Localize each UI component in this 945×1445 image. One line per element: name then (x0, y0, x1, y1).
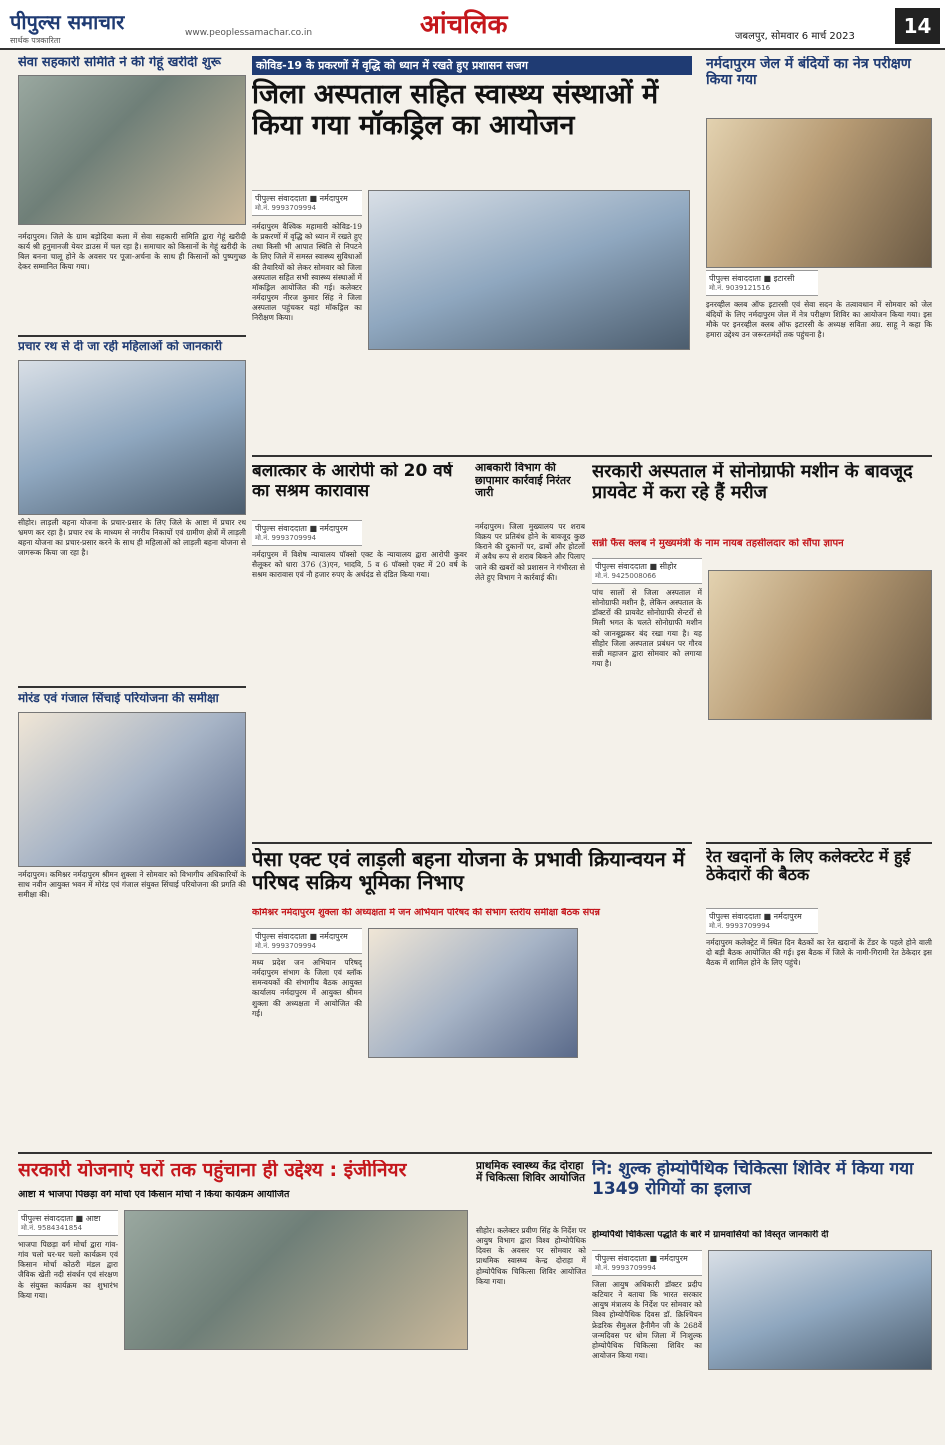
byline-correspondent: पीपुल्स संवाददाता (595, 1254, 647, 1263)
byline-city: इटारसी (773, 274, 795, 283)
photo-irrigation (18, 712, 246, 867)
byline-correspondent: पीपुल्स संवाददाता (709, 912, 761, 921)
page-number: 14 (895, 8, 940, 44)
byline-mockdrill: पीपुल्स संवाददाता ■ नर्मदापुरम मो.नं. 9993709994 (252, 190, 362, 216)
headline: सेवा सहकारी समिति ने की गेहूं खरीदी शुरू (18, 56, 221, 70)
byline-bjp: पीपुल्स संवाददाता ■ आष्टा मो.नं. 9584341854 (18, 1210, 118, 1236)
photo-campaign (18, 360, 246, 515)
byline-correspondent: पीपुल्स संवाददाता (595, 562, 647, 571)
headline-sonography: सरकारी अस्पताल में सोनोग्राफी मशीन के बावजूद प्रायवेट में करा रहे हैं मरीज (592, 462, 913, 503)
byline-correspondent: पीपुल्स संवाददाता (709, 274, 761, 283)
body-irrigation: नर्मदापुरम। कमिश्नर नर्मदापुरम श्रीमन शुक्ला ने सोमवार को विभागीय अधिकारियों के साथ नवीन आयुक्त भवन में मोरंड एवं गंजाल संयुक्त सिंचाई परियोजना की प्रगति की समीक्षा की। (18, 870, 246, 900)
logo-tagline: सार्थक पत्रकारिता (10, 36, 61, 45)
photo-sonography (708, 570, 932, 720)
photo-homeopathy (708, 1250, 932, 1370)
divider (18, 686, 246, 688)
body-bjp: भाजपा पिछड़ा वर्ग मोर्चा द्वारा गांव-गांव चलो घर-घर चलो कार्यक्रम एवं किसान मोर्चा कोठरी मंडल द्वारा जैविक खेती नदी संवर्धन एवं संरक्षण के संयुक्त कार्यक्रम का शुभारंभ किया गया। (18, 1240, 118, 1300)
headline-pesa: पेसा एक्ट एवं लाड़ली बहना योजना के प्रभावी क्रियान्वयन में परिषद सक्रिय भूमिका निभाए (252, 848, 685, 894)
photo-pesa (368, 928, 578, 1058)
byline-city: नर्मदापुरम (319, 194, 348, 203)
headline: जिला अस्पताल सहित स्वास्थ्य संस्थाओं में किया गया मॉकड्रिल का आयोजन (252, 79, 659, 142)
headline-rape-case: बलात्कार के आरोपी को 20 वर्ष का सश्रम कारावास (252, 462, 453, 501)
photo-jail (706, 118, 932, 268)
divider (18, 1152, 932, 1154)
subhead-bjp: आष्टा में भाजपा पिछड़ा वर्ग मोर्चा एवं किसान मोर्चा ने किया कार्यक्रम आयोजित (18, 1190, 290, 1200)
byline-jail: पीपुल्स संवाददाता ■ इटारसी मो.नं. 9039121516 (706, 270, 818, 296)
divider (252, 842, 692, 844)
logo-text: पीपुल्स समाचार (10, 10, 125, 34)
body-homeopathy: जिला आयुष अधिकारी डॉक्टर प्रदीप कटियार ने बताया कि भारत सरकार आयुष मंत्रालय के निर्देश पर सोमवार को विश्व होम्योपैथिक दिवस डॉ. क्रिश्चियन फ्रेडरिक सैमुअल हैनीमैन जी के 268वें जन्मदिवस पर धोम जिला में निःशुल्क होम्योपैथिक चिकित्सा शिविर का आयोजन किया गया। (592, 1280, 702, 1360)
photo-bjp (124, 1210, 468, 1350)
byline-city: नर्मदापुरम (773, 912, 802, 921)
story-procurement (18, 56, 246, 226)
body-campaign: सीहोर। लाड़ली बहना योजना के प्रचार-प्रसार के लिए जिले के आष्टा में प्रचार रथ भ्रमण कर रहा है। प्रचार रथ के माध्यम से नगरीय निकायों एवं ग्रामीण क्षेत्रों में लाड़ली बहना योजना का प्रचार-प्रसार करने के साथ ही महिलाओं को लाड़ली बहना योजना से जागरूक किया जा रहा है। (18, 518, 246, 558)
byline-city: सीहोर (659, 562, 677, 571)
website-link[interactable]: www.peoplessamachar.co.in (185, 28, 313, 38)
headline-phc: प्राथमिक स्वास्थ्य केंद्र दोराहा में चिकित्सा शिविर आयोजित (476, 1160, 585, 1185)
byline-phone: मो.नं. 9425008066 (595, 572, 657, 580)
body-mockdrill: नर्मदापुरम वैश्विक महामारी कोविड-19 के प्रकरणों में वृद्धि को ध्यान में रखते हुए तथा किसी भी आपात स्थिति से निपटने के लिए जिले में समस्त स्वास्थ्य सुविधाओं की तैयारियों को लेकर सोमवार को जिला अस्पताल सहित सभी स्वास्थ्य संस्थाओं में मॉकड्रिल आयोजित की गई। कलेक्टर नर्मदापुरम नीरज कुमार सिंह ने जिला अस्पताल पहुंचकर यहां मॉकड्रिल का निरीक्षण किया। (252, 222, 362, 323)
byline-phone: मो.नं. 9993709994 (255, 204, 317, 212)
byline-phone: मो.नं. 9993709994 (255, 534, 317, 542)
headline-sand: रेत खदानों के लिए कलेक्टरेट में हुई ठेकेदारों की बैठक (706, 848, 911, 885)
body-excise: नर्मदापुरम। जिला मुख्यालय पर शराब विक्रय पर प्रतिबंध होने के बावजूद कुछ किराने की दुकानों पर, ढाबों और होटलों में अवैध रूप से शराब बिकने और पिलाए जाने की खबरों को प्रशासन ने गंभीरता से लेते हुए विभाग ने कार्रवाई की। (475, 522, 585, 582)
byline-correspondent: पीपुल्स संवाददाता (255, 194, 307, 203)
byline-correspondent: पीपुल्स संवाददाता (21, 1214, 73, 1223)
masthead (0, 0, 945, 50)
byline-phone: मो.नं. 9993709994 (709, 922, 771, 930)
body-sand: नर्मदापुरम कलेक्ट्रेट में स्थित दिन बैठकों का रेत खदानों के टेंडर के पहले होने वाली दो बड़ी बैठक आयोजित की गई। इस बैठक में जिले के नामी-गिरामी रेत ठेकेदार इस बैठक में शामिल होने के लिए पहुंचे। (706, 938, 932, 968)
divider (706, 842, 932, 844)
headline-excise: आबकारी विभाग की छापामार कार्रवाई निरंतर जारी (475, 462, 571, 500)
byline-sand: पीपुल्स संवाददाता ■ नर्मदापुरम मो.नं. 9993709994 (706, 908, 818, 934)
body-jail: इनरव्हील क्लब ऑफ इटारसी एवं सेवा सदन के तत्वावधान में सोमवार को जेल बंदियों के लिए नर्मदापुरम जेल में नेत्र परीक्षण शिविर का आयोजन किया गया। इस मौके पर इनरव्हील क्लब ऑफ इटारसी के अध्यक्ष सविता अग्र. साहू ने कहा कि हमारा उद्देश्य उन जरूरतमंदों तक पहुंचना है। (706, 300, 932, 340)
byline-phone: मो.नं. 9584341854 (21, 1224, 83, 1232)
body-phc: सीहोर। कलेक्टर प्रवीण सिंह के निर्देश पर आयुष विभाग द्वारा विश्व होम्योपैथिक दिवस के अवसर पर सोमवार को प्राथमिक स्वास्थ्य केन्द्र दोराहा में होम्योपैथिक चिकित्सा शिविर आयोजित किया गया। (476, 1226, 586, 1286)
subhead-pesa: कमिश्नर नर्मदापुरम शुक्ला की अध्यक्षता में जन अभियान परिषद की संभाग स्तरीय समीक्षा बैठक संपन्न (252, 908, 600, 918)
headline-campaign: प्रचार रथ से दी जा रही महिलाओं को जानकारी (18, 340, 222, 353)
headline-jail: नर्मदापुरम जेल में बंदियों का नेत्र परीक्षण किया गया (706, 56, 911, 89)
byline-rape-case: पीपुल्स संवाददाता ■ नर्मदापुरम मो.नं. 9993709994 (252, 520, 362, 546)
byline-homeopathy: पीपुल्स संवाददाता ■ नर्मदापुरम मो.नं. 9993709994 (592, 1250, 702, 1276)
byline-pesa: पीपुल्स संवाददाता ■ नर्मदापुरम मो.नं. 9993709994 (252, 928, 362, 954)
body-sonography: पांच सालों से जिला अस्पताल में सोनोग्राफी मशीन है, लेकिन अस्पताल के डॉक्टरों की प्रायवेट सोनोग्राफी सेन्टरों से मिली भगत के चलते सोनोग्राफी मशीन को जानबूझकर बंद रखा गया है। यह सीहोर जिला अस्पताल प्रबंधन पर गौरव सन्नी महाजन द्वारा सोमवार को लगाया गया है। (592, 588, 702, 668)
byline-city: नर्मदापुरम (659, 1254, 688, 1263)
headline-irrigation: मोरंड एवं गंजाल सिंचाई परियोजना की समीक्षा (18, 692, 219, 705)
newspaper-logo[interactable] (10, 8, 124, 46)
byline-correspondent: पीपुल्स संवाददाता (255, 524, 307, 533)
byline-phone: मो.नं. 9993709994 (255, 942, 317, 950)
byline-city: नर्मदापुरम (319, 932, 348, 941)
byline-correspondent: पीपुल्स संवाददाता (255, 932, 307, 941)
photo-procurement (18, 75, 246, 225)
body-rape-case: नर्मदापुरम में विशेष न्यायालय पॉक्सो एक्ट के न्यायालय द्वारा आरोपी कुवर सैलूकर को धारा 376 (3)एन, भादवि, 5 व 6 पॉक्सो एक्ट में 20 वर्ष के सश्रम कारावास एवं नौ हजार रुपए के अर्थदंड से दंडित किया गया। (252, 550, 467, 580)
photo-mockdrill (368, 190, 690, 350)
dateline: जबलपुर, सोमवार 6 मार्च 2023 (735, 31, 855, 42)
subhead-homeopathy: होम्योपैथी चिकित्सा पद्धति के बारे में ग्रामवासियों को विस्तृत जानकारी दी (592, 1230, 829, 1240)
byline-phone: मो.नं. 9993709994 (595, 1264, 657, 1272)
headline-homeopathy: नि: शुल्क होम्योपैथिक चिकित्सा शिविर में किया गया 1349 रोगियों का इलाज (592, 1160, 914, 1199)
body-pesa: मध्य प्रदेश जन अभियान परिषद् नर्मदापुरम संभाग के जिला एवं ब्लॉक समन्वयकों की संभागीय बैठक आयुक्त कार्यालय नर्मदापुरम में आयुक्त श्रीमन शुक्ला की अध्यक्षता में आयोजित की गई। (252, 958, 362, 1018)
divider (252, 455, 932, 457)
subhead-sonography: सन्नी फैंस क्लब ने मुख्यमंत्री के नाम नायब तहसीलदार को सौंपा ज्ञापन (592, 538, 844, 549)
byline-city: नर्मदापुरम (319, 524, 348, 533)
section-title: आंचलिक (420, 10, 508, 40)
headline-bjp: सरकारी योजनाएं घरों तक पहुंचाना ही उद्देश्य : इंजीनियर (18, 1160, 407, 1181)
divider (18, 335, 246, 337)
byline-city: आष्टा (85, 1214, 101, 1223)
body-procurement: नर्मदापुरम। जिले के ग्राम बड़ोदिया कला में सेवा सहकारी समिति द्वारा गेहूं खरीदी कार्य श्री हनुमानजी येयर डाउस में चल रहा है। समाचार को किसानों के गेहूं खरीदी के बिल बनना चालू होने के अवसर पर पूजा-अर्चना के साथ ही किसानों को पुष्पगुच्छ देकर सम्मानित किया गया। (18, 232, 246, 272)
kicker: कोविड-19 के प्रकरणों में वृद्धि को ध्यान में रखते हुए प्रशासन सजग (252, 56, 692, 75)
byline-sonography: पीपुल्स संवाददाता ■ सीहोर मो.नं. 9425008066 (592, 558, 702, 584)
byline-phone: मो.नं. 9039121516 (709, 284, 771, 292)
